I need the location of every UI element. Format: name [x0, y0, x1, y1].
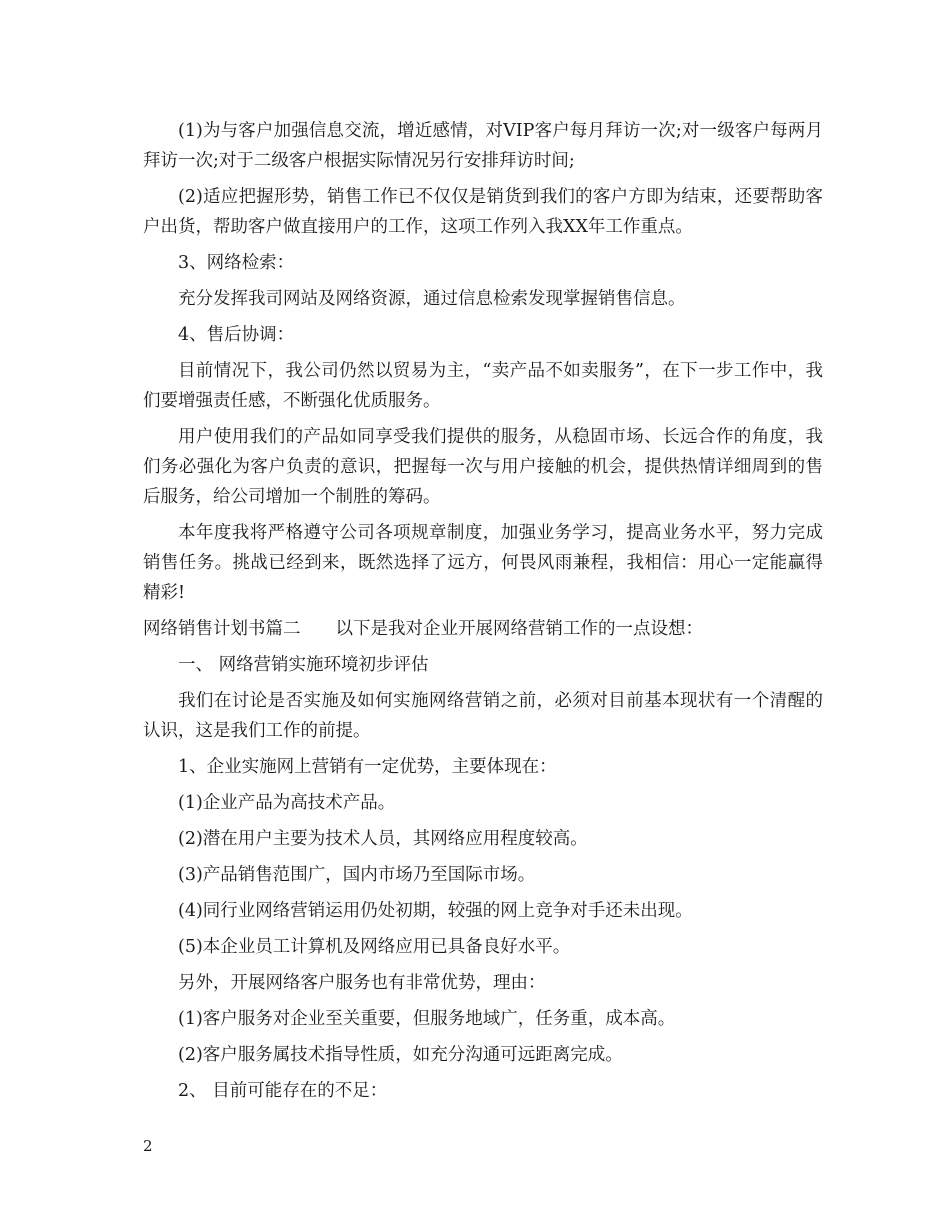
paragraph: (5)本企业员工计算机及网络应用已具备良好水平。	[178, 937, 571, 957]
paragraph: (2)潜在用户主要为技术人员，其网络应用程度较高。	[178, 829, 588, 849]
paragraph: 网络销售计划书篇二 以下是我对企业开展网络营销工作的一点设想：	[143, 619, 703, 639]
paragraph: 一、 网络营销实施环境初步评估	[178, 655, 429, 675]
paragraph: 2、 目前可能存在的不足：	[178, 1081, 388, 1101]
paragraph: (3)产品销售范围广，国内市场乃至国际市场。	[178, 865, 536, 885]
paragraph: 目前情况下，我公司仍然以贸易为主，“卖产品不如卖服务”，在下一步工作中，我们要增强责任感，不断强化优质服务。	[143, 361, 823, 411]
paragraph: 用户使用我们的产品如同享受我们提供的服务，从稳固市场、长远合作的角度，我们务必强化为客户负责的意识，把握每一次与用户接触的机会，提供热情详细周到的售后服务，给公司增加一个制胜的筹码。	[143, 427, 823, 507]
paragraph: 4、售后协调：	[178, 325, 295, 345]
paragraph: (4)同行业网络营销运用仍处初期，较强的网上竞争对手还未出现。	[178, 901, 693, 921]
document-body	[143, 116, 823, 1112]
paragraph: 我们在讨论是否实施及如何实施网络营销之前，必须对目前基本现状有一个清醒的认识，这是我们工作的前提。	[143, 691, 823, 741]
paragraph: (1)企业产品为高技术产品。	[178, 793, 396, 813]
paragraph: 3、网络检索：	[178, 253, 295, 273]
paragraph: (2)适应把握形势，销售工作已不仅仅是销货到我们的客户方即为结束，还要帮助客户出货，帮助客户做直接用户的工作，这项工作列入我XX年工作重点。	[143, 187, 823, 237]
paragraph: 本年度我将严格遵守公司各项规章制度，加强业务学习，提高业务水平，努力完成销售任务。挑战已经到来，既然选择了远方，何畏风雨兼程，我相信：用心一定能赢得精彩!	[143, 523, 823, 603]
paragraph: 另外，开展网络客户服务也有非常优势，理由：	[178, 973, 546, 993]
paragraph: 充分发挥我司网站及网络资源，通过信息检索发现掌握销售信息。	[178, 289, 686, 309]
paragraph: (2)客户服务属技术指导性质，如充分沟通可远距离完成。	[178, 1045, 623, 1065]
page-number: 2	[143, 1137, 153, 1155]
paragraph: (1)为与客户加强信息交流，增近感情，对VIP客户每月拜访一次;对一级客户每两月拜访一次;对于二级客户根据实际情况另行安排拜访时间;	[143, 121, 823, 171]
paragraph: (1)客户服务对企业至关重要，但服务地域广，任务重，成本高。	[178, 1009, 676, 1029]
paragraph: 1、企业实施网上营销有一定优势，主要体现在：	[178, 757, 557, 777]
